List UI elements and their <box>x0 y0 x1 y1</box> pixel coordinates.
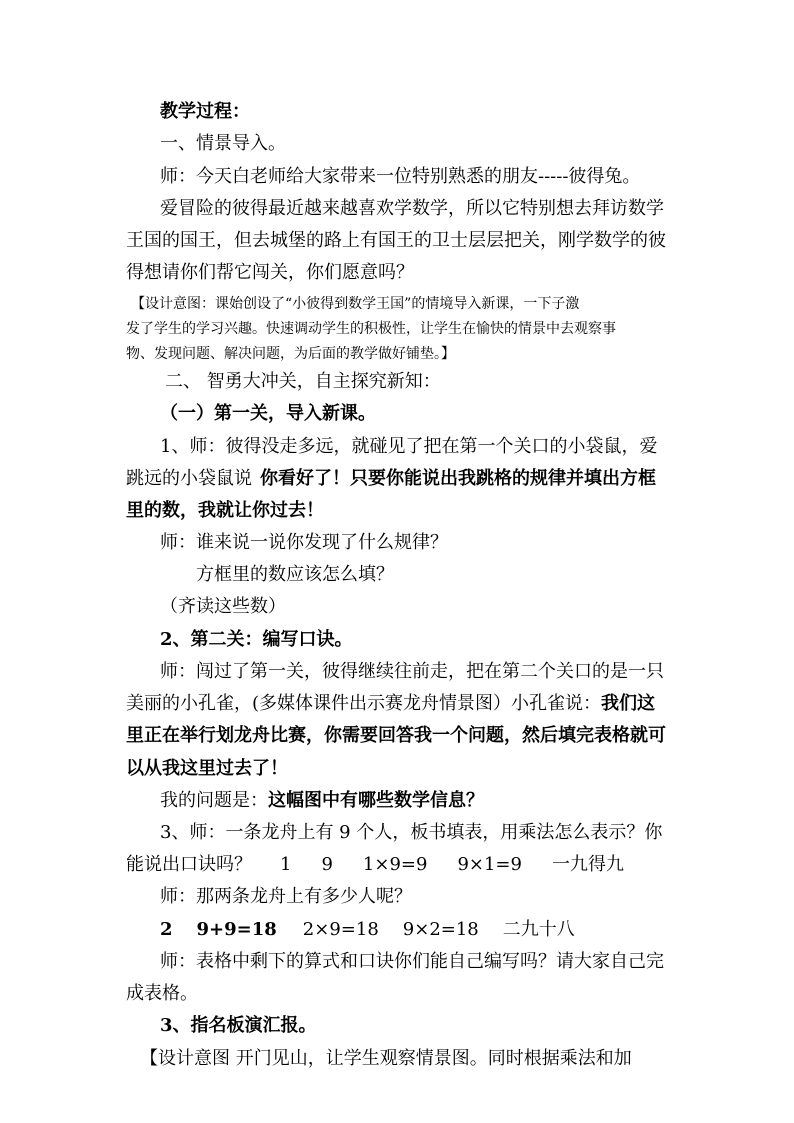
paragraph: 师：闯过了第一关，彼得继续往前走，把在第二个关口的是一只 <box>160 661 664 682</box>
paragraph-text: 美丽的小孔雀，(多媒体课件出示赛龙舟情景图）小孔雀说： <box>126 693 602 714</box>
paragraph <box>126 466 656 492</box>
design-note: 发了学生的学习兴趣。快速调动学生的积极性，让学生在愉快的情景中去观察事 <box>126 321 616 337</box>
table-cell: 9×2=18 <box>402 919 479 940</box>
design-note: 物、发现问题、解决问题，为后面的教学做好铺垫。】 <box>126 346 455 362</box>
table-cell: 1 <box>280 854 292 875</box>
paragraph: 师：今天白老师给大家带来一位特别熟悉的朋友-----彼得兔。 <box>160 166 641 187</box>
table-row <box>160 917 575 943</box>
paragraph: 师：表格中剩下的算式和口诀你们能自己编写吗？请大家自己完 <box>160 951 664 972</box>
section-heading: 教学过程： <box>160 101 250 122</box>
quoted-speech: 里正在举行划龙舟比赛，你需要回答我一个问题，然后填完表格就可 <box>126 725 666 746</box>
section-title-2: 二、 智勇大冲关，自主探究新知： <box>165 371 441 392</box>
design-note: 【设计意图：课始创设了“小彼得到数学王国”的情境导入新课，一下子激 <box>131 296 580 312</box>
paragraph <box>126 852 624 878</box>
subsection-title: 2、第二关：编写口诀。 <box>160 629 353 650</box>
table-cell: 2 <box>160 919 173 940</box>
paragraph: 师：谁来说一说你发现了什么规律？ <box>160 532 448 553</box>
subsection-title: （一）第一关，导入新课。 <box>160 403 376 424</box>
paragraph: 3、师：一条龙舟上有 9 个人，板书填表，用乘法怎么表示？你 <box>160 822 663 843</box>
table-cell: 9×1=9 <box>457 854 522 875</box>
quoted-speech: 以从我这里过去了！ <box>126 758 288 779</box>
paragraph: 爱冒险的彼得最近越来越喜欢学数学，所以它特别想去拜访数学 <box>160 198 664 219</box>
quoted-speech: 里的数，我就让你过去！ <box>126 500 324 521</box>
subsection-title: 3、指名板演汇报。 <box>160 1015 317 1036</box>
paragraph-text: 能说出口诀吗？ <box>126 854 252 875</box>
table-cell: 9 <box>321 854 333 875</box>
table-cell: 二九十八 <box>502 919 575 940</box>
paragraph: 师：那两条龙舟上有多少人呢？ <box>160 886 412 907</box>
table-cell: 9+9=18 <box>196 919 277 940</box>
table-cell: 1×9=9 <box>362 854 428 875</box>
paragraph: 成表格。 <box>126 983 198 1004</box>
paragraph-text: 跳远的小袋鼠说 <box>126 468 252 489</box>
paragraph: 1、师：彼得没走多远，就碰见了把在第一个关口的小袋鼠，爱 <box>160 436 658 457</box>
section-title-1: 一、情景导入。 <box>160 133 286 154</box>
paragraph: 王国的国王，但去城堡的路上有国王的卫士层层把关，刚学数学的彼 <box>126 230 666 251</box>
quoted-speech: 你看好了！只要你能说出我跳格的规律并填出方框 <box>260 468 656 489</box>
paragraph: 得想请你们帮它闯关，你们愿意吗？ <box>126 262 414 283</box>
paragraph: （齐读这些数） <box>160 596 286 617</box>
table-cell: 一九得九 <box>551 854 624 875</box>
paragraph-text: 我的问题是： <box>160 790 268 811</box>
paragraph <box>126 691 655 717</box>
paragraph <box>160 788 484 814</box>
table-cell: 2×9=18 <box>302 919 379 940</box>
paragraph: 【设计意图 开门见山，让学生观察情景图。同时根据乘法和加 <box>140 1048 632 1069</box>
question-text: 这幅图中有哪些数学信息？ <box>268 790 484 811</box>
quoted-speech: 我们这 <box>601 693 656 714</box>
paragraph: 方框里的数应该怎么填？ <box>196 564 394 585</box>
